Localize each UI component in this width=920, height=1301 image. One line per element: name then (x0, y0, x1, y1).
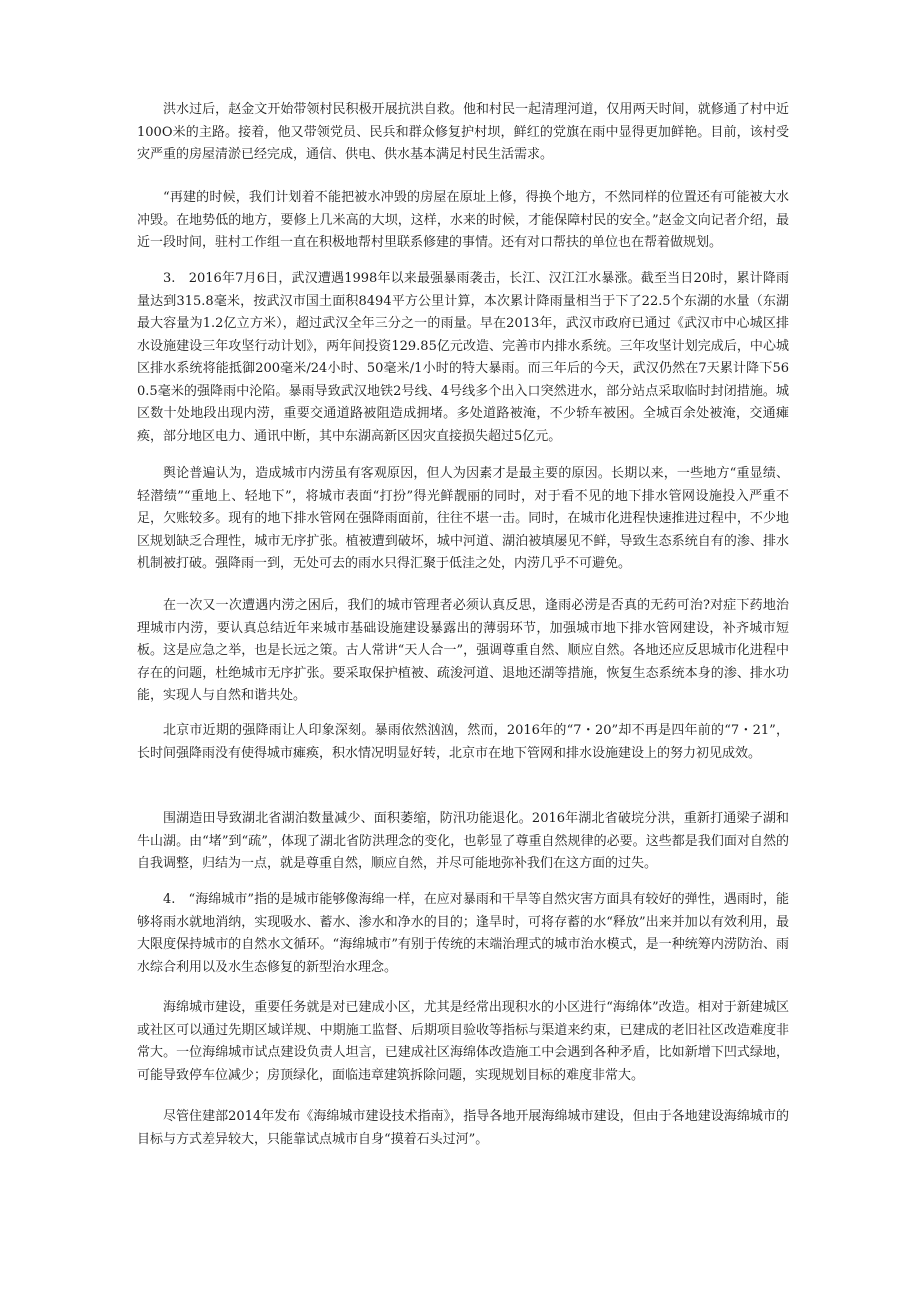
paragraph: 围湖造田导致湖北省湖泊数量减少、面积萎缩，防汛功能退化。2016年湖北省破垸分洪，重新打通梁子湖和牛山湖。由“堵”到“疏”，体现了湖北省防洪理念的变化，也彰显了尊重自然规律的必要。这些都是我们面对自然的自我调整，归结为一点，就是尊重自然，顺应自然，并尽可能地弥补我们在这方面的过失。 (137, 811, 789, 871)
paragraph: 4. “海绵城市”指的是城市能够像海绵一样，在应对暴雨和干旱等自然灾害方面具有较好的弹性，遇雨时，能够将雨水就地消纳，实现吸水、蓄水、渗水和净水的目的；逢旱时，可将存蓄的水“释放”出来并加以有效利用，最大限度保持城市的自然水文循环。“海绵城市”有别于传统的末端治理式的城市治水模式，是一种统筹内涝防治、雨水综合利用以及水生态修复的新型治水理念。 (137, 892, 789, 975)
paragraph: 海绵城市建设，重要任务就是对已建成小区，尤其是经常出现积水的小区进行“海绵体”改造。相对于新建城区或社区可以通过先期区域详规、中期施工监督、后期项目验收等指标与渠道来约束，已建成的老旧社区改造难度非常大。一位海绵城市试点建设负责人坦言，已建成社区海绵体改造施工中会遇到各种矛盾，比如新增下凹式绿地，可能导致停车位减少；房顶绿化，面临违章建筑拆除问题，实现规划目标的难度非常大。 (137, 1000, 789, 1083)
paragraph: “再建的时候，我们计划着不能把被水冲毁的房屋在原址上修，得换个地方，不然同样的位置还有可能被大水冲毁。在地势低的地方，要修上几米高的大坝，这样，水来的时候，才能保障村民的安全。”赵金文向记者介绍，最近一段时间，驻村工作组一直在积极地帮村里联系修建的事情。还有对口帮扶的单位也在帮着做规划。 (137, 190, 789, 250)
paragraph: 在一次又一次遭遇内涝之困后，我们的城市管理者必须认真反思，逢雨必涝是否真的无药可治?对症下药地治理城市内涝，要认真总结近年来城市基础设施建设暴露出的薄弱环节，加强城市地下排水管网建设，补齐城市短板。这是应急之举，也是长远之策。古人常讲“天人合一”，强调尊重自然、顺应自然。各地还应反思城市化进程中存在的问题，杜绝城市无序扩张。要采取保护植被、疏浚河道、退地还湖等措施，恢复生态系统本身的渗、排水功能，实现人与自然和谐共处。 (137, 598, 789, 703)
paragraph: 尽管住建部2014年发布《海绵城市建设技术指南》，指导各地开展海绵城市建设，但由于各地建设海绵城市的目标与方式差异较大，只能靠试点城市自身“摸着石头过河”。 (137, 1109, 789, 1147)
paragraph: 北京市近期的强降雨让人印象深刻。暴雨依然汹汹，然而，2016年的“7・20”却不再是四年前的“7・21”，长时间强降雨没有使得城市瘫痪，积水情况明显好转，北京市在地下管网和排水设施建设上的努力初见成效。 (137, 723, 789, 761)
paragraph: 洪水过后，赵金文开始带领村民积极开展抗洪自救。他和村民一起清理河道，仅用两天时间，就修通了村中近100O米的主路。接着，他又带领党员、民兵和群众修复护村坝，鲜红的党旗在雨中显得更加鲜艳。目前，该村受灾严重的房屋清淤已经完成，通信、供电、供水基本满足村民生活需求。 (137, 102, 789, 162)
paragraph: 舆论普遍认为，造成城市内涝虽有客观原因，但人为因素才是最主要的原因。长期以来，一些地方“重显绩、轻潜绩”“重地上、轻地下”，将城市表面“打扮”得光鲜靓丽的同时，对于看不见的地下排水管网设施投入严重不足，欠账较多。现有的地下排水管网在强降雨面前，往往不堪一击。同时，在城市化进程快速推进过程中，不少地区规划缺乏合理性，城市无序扩张。植被遭到破坏，城中河道、湖泊被填屡见不鲜，导致生态系统自有的渗、排水机制被打破。强降雨一到，无处可去的雨水只得汇聚于低洼之处，内涝几乎不可避免。 (137, 466, 789, 571)
paragraph: 3. 2016年7月6日，武汉遭遇1998年以来最强暴雨袭击，长江、汉江江水暴涨。截至当日20时，累计降雨量达到315.8毫米，按武汉市国土面积8494平方公里计算，本次累计降雨量相当于下了22.5个东湖的水量（东湖最大容量为1.2亿立方米），超过武汉全年三分之一的雨量。早在2013年，武汉市政府已通过《武汉市中心城区排水设施建设三年攻坚行动计划》，两年间投资129.85亿元改造、完善市内排水系统。三年攻坚计划完成后，中心城区排水系统将能抵御200毫米/24小时、50毫米/1小时的特大暴雨。而三年后的今天，武汉仍然在7天累计降下560.5毫米的强降雨中沦陷。暴雨导致武汉地铁2号线、4号线多个出入口突然进水，部分站点采取临时封闭措施。城区数十处地段出现内涝，重要交通道路被阻造成拥堵。多处道路被淹，不少轿车被困。全城百余处被淹，交通瘫痪，部分地区电力、通讯中断，其中东湖高新区因灾直接损失超过5亿元。 (137, 271, 789, 444)
